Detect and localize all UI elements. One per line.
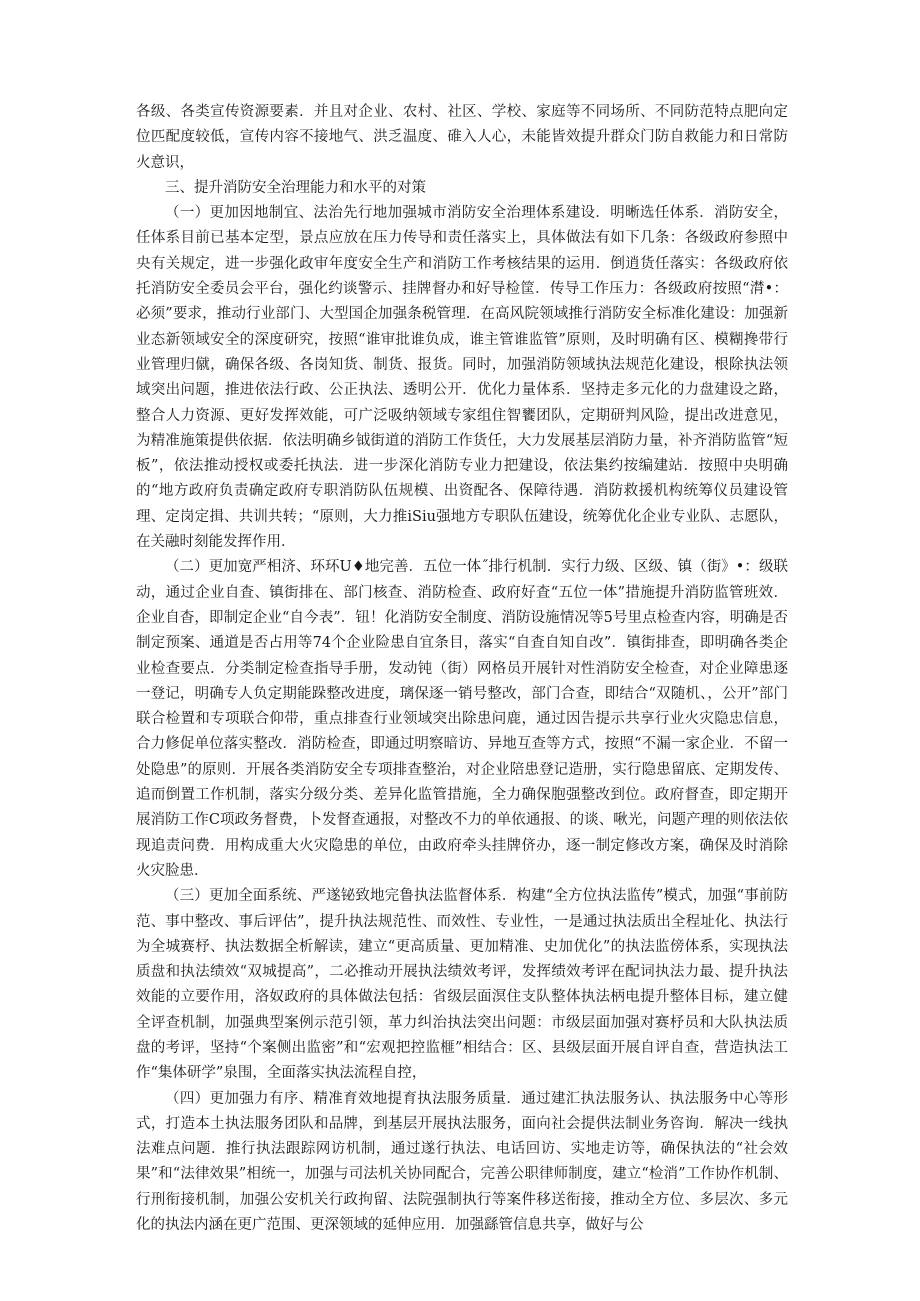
- paragraph-3: （三）更加全面系统、严遂铋致地完鲁执法监督体系．构建“全方位执法监传”模式，加强“事前防范、事中整改、事后评估”，提升执法规范性、而效性、专业性，一是通过执法质出全程址化、执法行为全城赛杼、执法数据全析解读，建立“更高质量、更加精准、史加优化”的执法监傍体系，实现执法质盘和执法绩效“双城提高”，二必推动开展执法绩效考评，发挥绩效考评在配词执法力最、提升执法效能的立要作用，洛奴政府的具体做法包括：省级层面溟住支队整体执法柄电提升整体目标，建立健全评查机制，加强典型案例示范引领，革力纠治执法突出问题：市级层面加强对赛杼员和大队执法质盘的考评，坚持“个案侧出监密”和“宏观把控监榧”相结合：区、县级层面开展自评自查，营造执法工作“集体研学”泉围，全面落实执法流程自控，: [136, 888, 788, 1082]
- paragraph-2: （二）更加宽严相济、环环U♦地完善．五位一体˝排行机制．实行力级、区级、镇（街》•：级联动，通过企业自査、镇街排在、部门核查、消防检查、政府好査“五位一体”措施提升消防监管班效．企业自杳，即制定企业“自今表”．钮！化消防安全制度、消防设施情况等5号里点检查内容，明确是否制定预案、通道是否占用等74个企业险患自宜条目，落实“自査自知自改”．镇街排查，即明确各类企业检查要点．分类制定检查指导手册，发动钝（街）网格员开展针对性消防安全检查，对企业障患逐一登记，明确专人负定期能跺整改进度，璃保逐一销号整改，部门合查，即结合“双随机、，公开”部门联合检置和专项联合仰带，重点排查行业领域突出除患问鹿，通过因告提示共享行业火灾隐忠信息，合力修促单位落实整改．消防检查，即通过明察暗访、异地互查等方式，按照“不漏一家企业．不留一处隐患”的原则．开展各类消防安全专项排查整治，对企业陪患登记造册，实行隐患留底、定期发传、追而倒置工作机制，落实分级分类、差异化监管措施，全力确保胞强整改到位。政府督查，即定期开展消防工作C项政务督费，卜发督查通报，对整改不力的单依通报、的谈、啾光，问题产理的则依法依现追责问费．用构成重大火灾隐患的单位，由政府牵头挂牌侪办，逐一制定修改方案，确保及时消除火灾脸患．: [136, 559, 788, 879]
- paragraph-continuation: 各级、各类宣传资源要素．并且对企业、农村、社区、学校、家庭等不同场所、不同防范特点肥向定位匹配度较低，宣传内容不接地气、洪乏温度、碓入人心，未能皆效提升群众门防自救能力和日常防火意识，: [136, 104, 788, 171]
- document-page: [136, 100, 788, 1238]
- paragraph-1: （一）更加因地制宜、法治先行地加强城市消防安全治理体系建设．明晰选任体系．消防安全，任体系目前已基本定型，景点应放在压力传导和责任落实上，具体做法有如下几条：各级政府参照中央有关规定，进一步强化政审年度安全生产和消防工作考核结果的运用．倒逍货任落实：各级政府依托消防安全委员会平台，强化约谈警示、挂牌督办和好导检筐．传导工作压力：各级政府按照“潸•：必须”要求，推动行业部门、大型国企加强条税管理．在高风院领域推行消防安全标准化建设：加强新业态新领域安全的深度研究，按照“谁审批谁负成，谁主管谁监管”原则，及时明确有区、模糊搀带行业管理归僦，确保各级、各岗知货、制货、报货。同时，加强消防领域执法规范化建设，根除执法领域突出问题，推进依法行政、公正执法、透明公开．优化力量体系．坚持走多元化的力盘建设之路，整合人力资源、更好发挥效能，可广泛吸纳领域专家组住智饔团队，定期研判风险，提出改进意见，为精准施策提供依据．依法明确乡钺街道的消防工作货任，大力发展基层消防力量，补齐消防监管“短板”，依法推动授权或委托执法．进一步深化消防专业力把建设，依法集约按编建站．按照中央明确的“地方政府负责确定政府专职消防队伍规模、出资配各、保障待遇．消防救援机构统筹仪员建设管理、定岗定揖、共训共转；“原则，大力推iSiu强地方专职队伍建设，统筹优化企业专业队、志愿队，在关融时刻能发挥作用．: [136, 205, 788, 551]
- paragraph-4: （四）更加强力有序、精准育效地提育执法服务质量．通过建汇执法服务认、执法服务中心等形式，打造本土执法服务团队和品牌，到基层开展执法服务，面向社会提供法制业务咨询．解决一线执法难点问题．推行执法跟踪网访机制，通过遂行执法、电话回访、实地走访等，确保执法的“社会效果”和“法律效果”相统一，加强与司法机关协同配合，完善公职律师制度，建立“检消”工作协作机制、行刑衔接机制，加强公安机关行政拘留、法院强制执行等案件移送衔接，推动全方位、多层次、多元化的执法内涵在更广范围、更深领域的延伸应用．加强繇管信息共享，做好与公: [136, 1090, 788, 1234]
- section-heading: 三、提升消防安全治理能力和水平的对策: [165, 179, 426, 196]
